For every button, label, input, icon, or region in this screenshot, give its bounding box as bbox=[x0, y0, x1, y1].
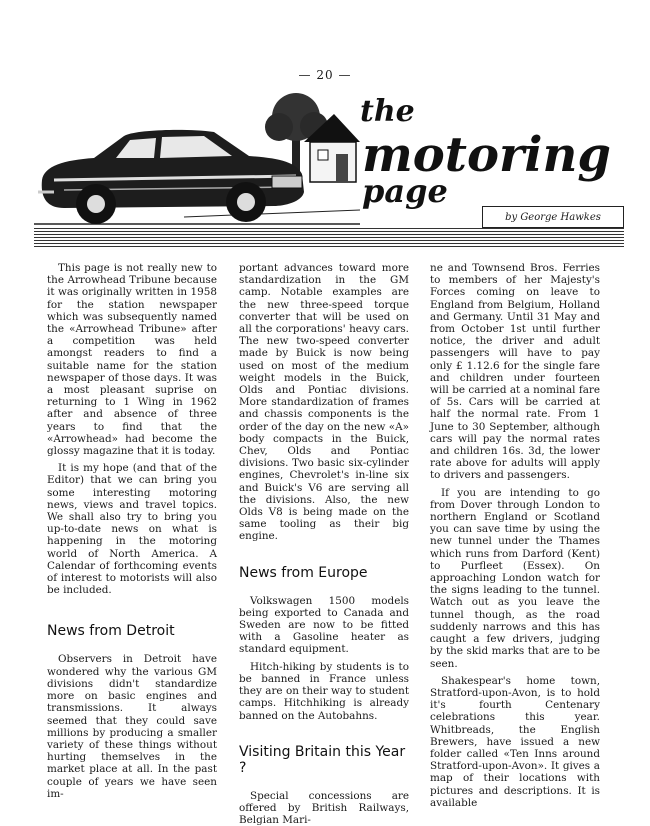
page-title: motoring bbox=[362, 127, 611, 183]
column-3 bbox=[430, 262, 600, 809]
paragraph: portant advances toward more standardization in the GM camp. Notable examples are the new three-speed torque converter that will be used on all the corporations' heavy cars. The new two-speed converter made by Buick is now being used on most of the medium weight models in the Buick, Olds and Pontiac divisions. More standardization of frames and chassis components is the order of the day on the new «A» body compacts in the Buick, Chev, Olds and Pontiac divisions. Two basic six-cylinder engines, Chevrolet's in-line six and Buick's V6 are serving all the divisions. Also, the new Olds V8 is being made on the same tooling as their big engine. bbox=[239, 262, 409, 543]
section-heading-europe: News from Europe bbox=[239, 564, 368, 581]
vintage-car-and-house-illustration bbox=[34, 92, 360, 232]
column-2 bbox=[239, 262, 409, 826]
paragraph: If you are intending to go from Dover through London to northern England or Scotland you can save time by using the new tunnel under the Thames which runs from Darford (Kent) to Purfleet (Essex). On approaching London watch for the signs leading to the tunnel. Watch out as you leave the tunnel though, as the road suddenly narrows and this has caught a few drivers, judging by the skid marks that are to be seen. bbox=[430, 486, 600, 670]
title-the: the bbox=[360, 94, 415, 129]
paragraph: Shakespear's home town, Stratford-upon-Avon, is to hold it's fourth Centenary celebrations this year. Whitbreads, the English Brewers, have issued a new folder called «Ten Inns around Stratford-upon-Avon». It gives a map of their locations with pictures and descriptions. It is available bbox=[430, 674, 600, 809]
paragraph: Observers in Detroit have wondered why the various GM divisions didn't standardize more on basic engines and transmissions. It always seemed that they could save millions by producing a smaller variety of these things without hurting themselves in the market place at all. In the past couple of years we have seen im- bbox=[47, 653, 217, 800]
paragraph: Hitch-hiking by students is to be banned in France unless they are on their way to student camps. Hitchhiking is already banned on the Autobahns. bbox=[239, 660, 409, 722]
title-page-word: page bbox=[362, 172, 448, 210]
page-number: — 20 — bbox=[298, 68, 352, 82]
paragraph: It is my hope (and that of the Editor) that we can bring you some interesting motoring news, views and travel topics. We shall also try to bring you up-to-date news on what is happening in the motoring world of North America. A Calendar of forthcoming events of interest to motorists will also be included. bbox=[47, 462, 217, 597]
column-1 bbox=[47, 262, 217, 800]
section-heading-detroit: News from Detroit bbox=[47, 623, 175, 640]
header-rule-lines bbox=[34, 228, 624, 249]
paragraph: Volkswagen 1500 models being exported to Canada and Sweden are now to be fitted with a Gasoline heater as standard equipment. bbox=[239, 594, 409, 656]
paragraph: Special concessions are offered by British Railways, Belgian Mari- bbox=[239, 789, 409, 826]
paragraph: ne and Townsend Bros. Ferries to members of her Majesty's Forces coming on leave to England from Belgium, Holland and Germany. Until 31 May and from October 1st until further notice, the driver and adult passengers will have to pay only £ 1.12.6 for the single fare and children under fourteen will be carried at a nominal fare of 5s. Cars will be carried at half the normal rate. From 1 June to 30 September, although cars will pay the normal rates and children 16s. 3d, the lower rate above for adults will apply to drivers and passengers. bbox=[430, 262, 600, 482]
car-icon bbox=[38, 130, 304, 224]
paragraph: This page is not really new to the Arrowhead Tribune because it was originally written in 1958 for the station newspaper which was subsequently named the «Arrowhead Tribune» after a competition was held amongst readers to find a suitable name for the station newspaper of those days. It was a most pleasant suprise on returning to 1 Wing in 1962 after and absence of three years to find that the «Arrowhead» had become the glossy magazine that it is today. bbox=[47, 262, 217, 458]
byline: by George Hawkes bbox=[482, 206, 624, 228]
section-heading-britain: Visiting Britain this Year ? bbox=[239, 743, 406, 776]
